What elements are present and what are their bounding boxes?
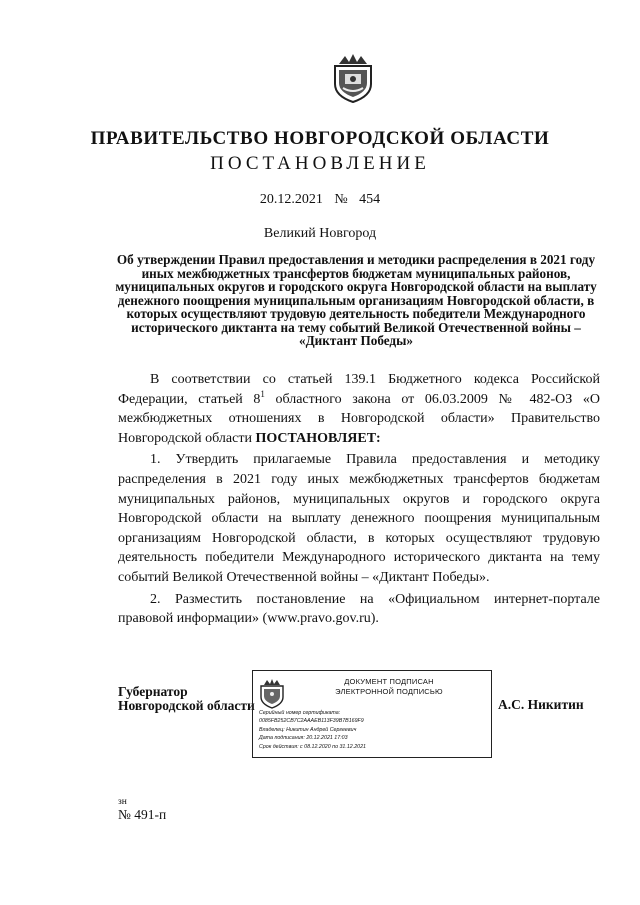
- item-1-paragraph: 1. Утвердить прилагаемые Правила предоставления и методику распределения в 2021 году иных межбюджетных трансфертов бюджетам муниципальных районов, муниципальных округов и городского округа Новгородской области на выплату денежного поощрения муниципальным организациям Новгородской области, в которых осуществляют трудовую деятельность победители Международного исторического диктанта на тему событий Великой Отечественной войны – «Диктант Победы».: [118, 452, 600, 585]
- signer-name: А.С. Никитин: [498, 697, 584, 712]
- document-body: [118, 370, 600, 631]
- electronic-signature-stamp: [252, 670, 492, 758]
- stamp-validity: Срок действия: с 08.12.2020 по 31.12.2021: [259, 743, 366, 750]
- preamble-text-1: В соответствии со статьей 139.1 Бюджетного кодекса Российской Федерации, статьей 8: [118, 372, 600, 407]
- stamp-owner: Владелец: Никитин Андрей Сергеевич: [259, 726, 357, 733]
- stamp-details: [259, 709, 487, 751]
- preamble-resolves: ПОСТАНОВЛЯЕТ:: [255, 430, 381, 446]
- date-number-line: [0, 192, 640, 208]
- registration-number: № 491-п: [118, 807, 167, 822]
- stamp-heading: [291, 677, 487, 697]
- preamble-text-2: областного закона от 06.03.2009 № 482-ОЗ «О межбюджетных отношениях в Новгородской области» Правительство Новгородской области: [118, 391, 600, 446]
- stamp-heading-line-1: ДОКУМЕНТ ПОДПИСАН: [344, 677, 434, 686]
- coat-of-arms-icon: [331, 50, 375, 104]
- document-type: ПОСТАНОВЛЕНИЕ: [210, 153, 430, 174]
- stamp-cert-number: 0085FB252CB7C2AAAEB113F39B7B169F9: [259, 718, 364, 725]
- signatory-position: [118, 685, 255, 713]
- document-subject: Об утверждении Правил предоставления и методики распределения в 2021 году иных межбюджетных трансфертов бюджетам муниципальных районов, муниципальных округов и городского округа Новгородской области на выплату денежного поощрения муниципальным организациям Новгородской области, в которых осуществляют трудовую деятельность победители Международного исторического диктанта на тему событий Великой Отечественной войны – «Диктант Победы»: [115, 252, 597, 348]
- signatory-position-line-2: Новгородской области: [118, 698, 255, 713]
- stamp-signed-date: Дата подписания: 20.12.2021 17:03: [259, 735, 348, 742]
- preamble-paragraph: [118, 370, 600, 448]
- city: Великий Новгород: [263, 226, 377, 241]
- preamble-superscript: 1: [260, 388, 265, 399]
- organization-title: ПРАВИТЕЛЬСТВО НОВГОРОДСКОЙ ОБЛАСТИ: [90, 128, 550, 149]
- stamp-cert-label: Серийный номер сертификата:: [259, 710, 341, 716]
- document-number: 454: [359, 192, 381, 207]
- stamp-coat-of-arms-icon: [259, 677, 285, 709]
- stamp-heading-line-2: ЭЛЕКТРОННОЙ ПОДПИСЬЮ: [335, 687, 443, 696]
- signatory-position-line-1: Губернатор: [118, 684, 188, 699]
- executor-initials: зн: [118, 797, 127, 807]
- item-2-paragraph: 2. Разместить постановление на «Официальном интернет-портале правовой информации» (www.pravo.gov.ru).: [118, 591, 600, 627]
- number-sign: №: [334, 192, 348, 207]
- document-date: 20.12.2021: [259, 192, 323, 207]
